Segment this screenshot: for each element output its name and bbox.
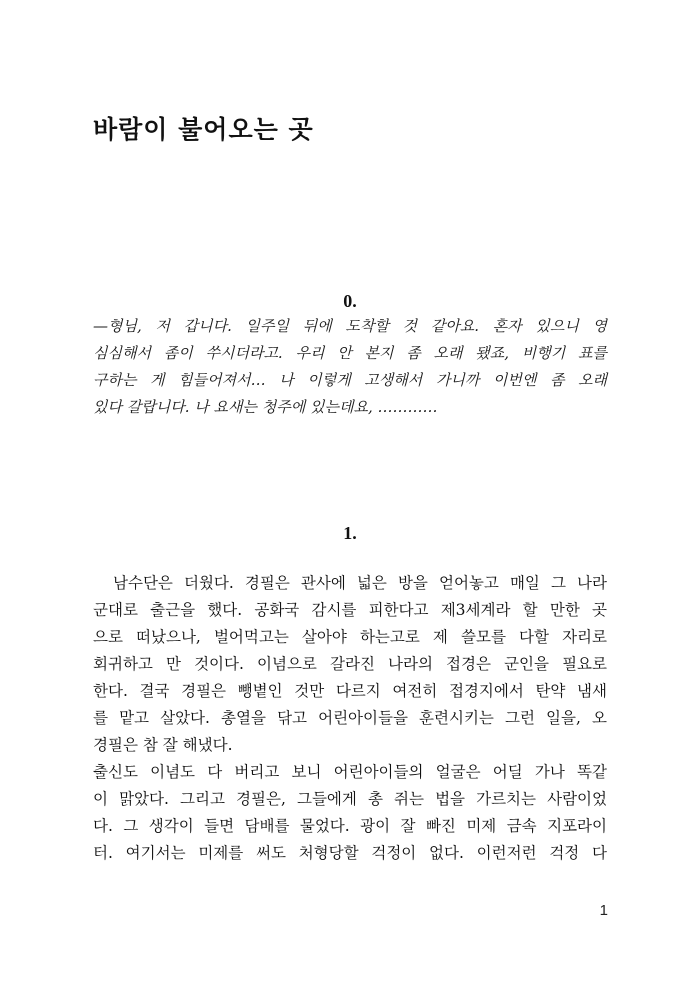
section-heading-1: 1. xyxy=(343,523,357,543)
text-line: 터. 여기서는 미제를 써도 처형당할 걱정이 없다. 이런저런 걱정 다 xyxy=(93,844,607,862)
section-heading-0: 0. xyxy=(343,291,357,311)
text-line: 있다 갈랍니다. 나 요새는 청주에 있는데요, ………… xyxy=(93,398,438,416)
text-line: 이 맑았다. 그리고 경필은, 그들에게 총 쥐는 법을 가르치는 사람이었 xyxy=(93,790,607,808)
text-line: 심심해서 좀이 쑤시더라고. 우리 안 본지 좀 오래 됐죠, 비행기 표를 xyxy=(93,344,607,362)
text-line: 구하는 게 힘들어져서… 나 이렇게 고생해서 가니까 이번엔 좀 오래 xyxy=(93,371,607,389)
text-line: 를 맡고 살았다. 총열을 닦고 어린아이들을 훈련시키는 그런 일을, 오 xyxy=(93,709,607,727)
text-line: 남수단은 더웠다. 경필은 관사에 넓은 방을 얻어놓고 매일 그 나라 xyxy=(113,574,607,592)
text-line: 으로 떠났으나, 벌어먹고는 살아야 하는고로 제 쓸모를 다할 자리로 xyxy=(93,628,607,646)
page-number: 1 xyxy=(599,902,608,919)
text-line: 경필은 참 잘 해냈다. xyxy=(93,736,233,754)
text-line: 출신도 이념도 다 버리고 보니 어린아이들의 얼굴은 어딜 가나 똑같 xyxy=(93,763,607,781)
document-title: 바람이 불어오는 곳 xyxy=(93,115,314,144)
text-line: 한다. 결국 경필은 뺑볕인 것만 다르지 여전히 접경지에서 탄약 냄새 xyxy=(93,682,607,700)
text-line: 군대로 출근을 했다. 공화국 감시를 피한다고 제3세계라 할 만한 곳 xyxy=(93,601,607,619)
section-1-body xyxy=(93,570,607,867)
text-line: —형님, 저 갑니다. 일주일 뒤에 도착할 것 같아요. 혼자 있으니 영 xyxy=(93,317,607,335)
text-line: 회귀하고 만 것이다. 이념으로 갈라진 나라의 접경은 군인을 필요로 xyxy=(93,655,607,673)
section-0-body xyxy=(93,313,607,421)
text-line: 다. 그 생각이 들면 담배를 물었다. 광이 잘 빠진 미제 금속 지포라이 xyxy=(93,817,607,835)
